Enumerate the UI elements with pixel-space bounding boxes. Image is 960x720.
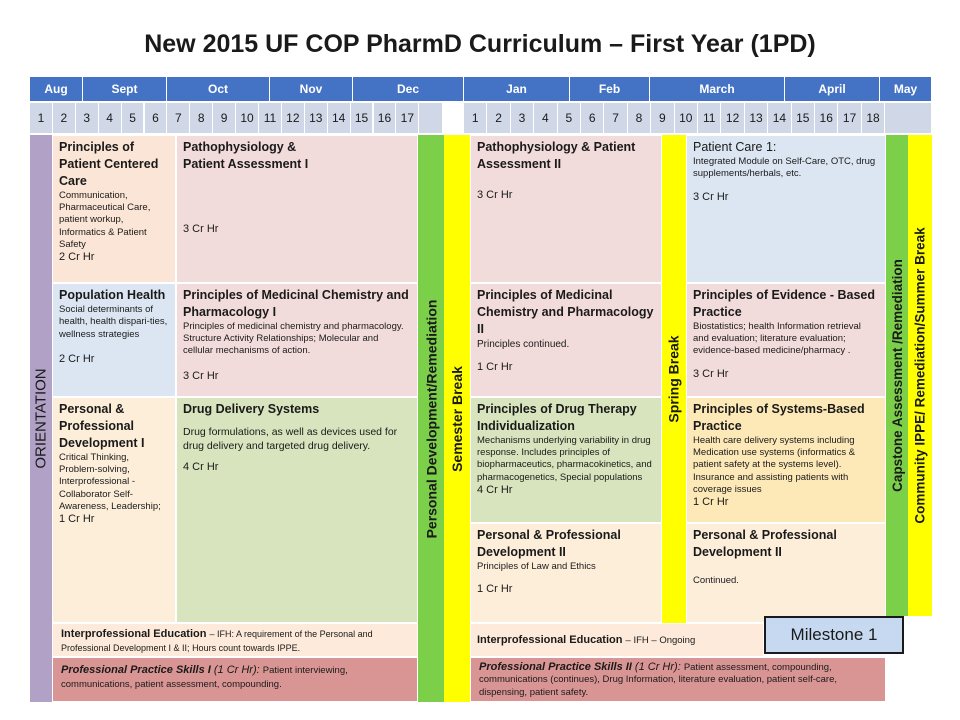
month-april: April	[785, 77, 880, 101]
week-number: 8	[628, 103, 651, 133]
ipe-spring	[470, 623, 764, 657]
ipe-fall	[52, 623, 418, 657]
week-number: 1	[464, 103, 487, 133]
week-number: 8	[190, 103, 213, 133]
course-desc: Social determinants of health, health dispari-ties, wellness strategies	[59, 303, 168, 340]
capstone-label: Capstone Assessment /Remediation	[889, 259, 905, 492]
week-number: 4	[534, 103, 557, 133]
course-credits: 3 Cr Hr	[693, 190, 729, 203]
course-pathophysiology-2	[470, 135, 662, 283]
week-number: 9	[651, 103, 674, 133]
week-number: 6	[145, 103, 168, 133]
month-dec: Dec	[353, 77, 464, 101]
course-desc: Communication, Pharmaceutical Care, patient workup, Informatics & Patient Safety	[59, 189, 151, 250]
course-population-health	[52, 283, 176, 397]
personal-development-remediation-bar	[418, 135, 444, 702]
course-patient-centered-care	[52, 135, 176, 283]
capstone-assessment-bar	[886, 135, 908, 616]
course-desc: Patient interviewing, communications, patient assessment, compounding.	[61, 665, 348, 690]
course-credits: 4 Cr Hr	[477, 484, 513, 497]
week-number: 6	[581, 103, 604, 133]
personal-development-label: Personal Development/Remediation	[423, 299, 439, 538]
course-practice-skills-1	[52, 657, 418, 702]
week-number: 5	[122, 103, 145, 133]
week-number: 17	[838, 103, 861, 133]
orientation-label: ORIENTATION	[32, 368, 50, 469]
community-ippe-bar	[908, 135, 932, 616]
month-aug: Aug	[30, 77, 83, 101]
course-title: Pathophysiology & Patient Assessment I	[183, 140, 309, 171]
ipe-desc: – IFH – Ongoing	[625, 635, 696, 646]
course-credits: 3 Cr Hr	[693, 367, 729, 380]
course-credits: 2 Cr Hr	[59, 251, 95, 264]
course-personal-professional-2a	[470, 523, 662, 623]
course-title: Drug Delivery Systems	[183, 402, 320, 416]
course-desc: Mechanisms underlying variability in drug response. Includes principles of biopharmaceutics, pharmacokinetics, and pharmacogenetics, Special populations	[477, 434, 652, 483]
week-gap	[419, 103, 443, 133]
week-number: 7	[167, 103, 190, 133]
week-number: 11	[259, 103, 282, 133]
month-march: March	[650, 77, 785, 101]
course-title: Personal & Professional Development II	[693, 528, 837, 559]
spring-break-bar	[662, 135, 686, 623]
course-title: Principles of Evidence - Based Practice	[693, 288, 876, 319]
orientation-column	[30, 135, 52, 702]
course-credits: 3 Cr Hr	[183, 369, 219, 382]
week-number: 16	[374, 103, 397, 133]
course-title: Principles of Medicinal Chemistry and Pharmacology I	[183, 288, 409, 319]
week-number: 16	[815, 103, 838, 133]
week-number: 1	[30, 103, 53, 133]
course-medicinal-chemistry-1	[176, 283, 418, 397]
week-number: 18	[862, 103, 885, 133]
course-desc: Principles of Law and Ethics	[477, 560, 596, 572]
week-number: 15	[792, 103, 815, 133]
ipe-desc: – IFH: A requirement of the Personal and Professional Development I & II; Hours count towards IPPE.	[61, 629, 373, 653]
course-credits: 4 Cr Hr	[183, 461, 219, 474]
week-number: 15	[351, 103, 374, 133]
course-title: Population Health	[59, 288, 166, 302]
course-drug-therapy-individualization	[470, 397, 662, 523]
month-jan: Jan	[464, 77, 570, 101]
week-number: 13	[745, 103, 768, 133]
course-credits: 3 Cr Hr	[183, 222, 219, 235]
semester-break-bar	[444, 135, 470, 702]
course-desc: Principles of medicinal chemistry and pharmacology. Structure Activity Relationships; Molecular and cellular mechanisms of action.	[183, 320, 404, 357]
course-systems-based-practice	[686, 397, 886, 523]
course-desc: Principles continued.	[477, 338, 570, 350]
week-number: 3	[511, 103, 534, 133]
course-desc: Drug formulations, as well as devices used for drug delivery and targeted drug delivery.	[183, 425, 398, 452]
week-number: 14	[328, 103, 351, 133]
ipe-title: Interprofessional Education	[61, 628, 207, 640]
milestone-badge	[764, 616, 904, 654]
course-credits: 3 Cr Hr	[477, 188, 513, 201]
course-title: Personal & Professional Development II	[477, 528, 621, 559]
course-drug-delivery-systems	[176, 397, 418, 623]
course-credits: 1 Cr Hr	[477, 583, 513, 596]
course-patient-care-1	[686, 135, 886, 283]
course-credits: (1 Cr Hr):	[634, 661, 681, 673]
week-number: 11	[698, 103, 721, 133]
month-nov: Nov	[270, 77, 353, 101]
month-may: May	[880, 77, 932, 101]
course-title: Principles of Systems-Based Practice	[693, 402, 865, 433]
course-title: Personal & Professional Development I	[59, 402, 145, 450]
course-desc: Patient assessment, compounding, communications (continues), Drug Information, literature evaluation, patient self-care, dispensing, patient safety.	[479, 662, 838, 698]
milestone-label: Milestone 1	[790, 625, 878, 644]
course-title: Principles of Patient Centered Care	[59, 140, 159, 188]
spring-break-label: Spring Break	[666, 335, 683, 423]
week-number: 10	[675, 103, 698, 133]
course-credits: 1 Cr Hr	[477, 360, 513, 373]
semester-break-label: Semester Break	[449, 365, 466, 472]
page-title: New 2015 UF COP PharmD Curriculum – First Year (1PD)	[144, 30, 816, 58]
week-number: 13	[305, 103, 328, 133]
course-personal-professional-2b	[686, 523, 886, 623]
course-personal-professional-1	[52, 397, 176, 623]
course-desc: Continued.	[693, 574, 739, 586]
week-number: 5	[558, 103, 581, 133]
course-pathophysiology-1	[176, 135, 418, 283]
course-desc: Biostatistics; health Information retrieval and evaluation; literature evaluation; evidence-based medicine/pharmacy .	[693, 320, 861, 357]
week-number: 17	[396, 103, 419, 133]
course-medicinal-chemistry-2	[470, 283, 662, 397]
course-credits: 2 Cr Hr	[59, 352, 95, 365]
week-number: 14	[768, 103, 791, 133]
course-credits: 1 Cr Hr	[693, 496, 729, 509]
course-title: Professional Practice Skills II	[479, 661, 632, 673]
week-gap	[885, 103, 932, 133]
course-desc: Integrated Module on Self-Care, OTC, drug supplements/herbals, etc.	[693, 155, 876, 180]
course-credits: (1 Cr Hr):	[213, 664, 260, 676]
week-number: 10	[236, 103, 259, 133]
course-title: Professional Practice Skills I	[61, 664, 211, 676]
course-desc: Critical Thinking, Problem-solving, Interprofessional - Collaborator Self-Awareness, Leadership;	[59, 451, 161, 512]
ipe-title: Interprofessional Education	[477, 634, 623, 646]
course-desc: Health care delivery systems including Medication use systems (informatics & patient safety at the systems level). Insurance and assisting patients with coverage issues	[693, 434, 856, 496]
course-title: Principles of Drug Therapy Individualization	[477, 402, 637, 433]
course-credits: 1 Cr Hr	[59, 513, 95, 526]
week-number: 2	[487, 103, 510, 133]
week-number: 3	[76, 103, 99, 133]
week-number: 4	[99, 103, 122, 133]
week-number: 9	[213, 103, 236, 133]
month-sept: Sept	[83, 77, 167, 101]
week-number: 7	[604, 103, 627, 133]
month-oct: Oct	[167, 77, 270, 101]
course-title: Patient Care 1:	[693, 140, 777, 154]
community-label: Community IPPE/ Remediation/Summer Break	[912, 227, 928, 524]
course-title: Principles of Medicinal Chemistry and Pharmacology II	[477, 288, 654, 336]
course-practice-skills-2	[470, 657, 886, 702]
week-number: 2	[53, 103, 76, 133]
week-number: 12	[282, 103, 305, 133]
course-evidence-based-practice	[686, 283, 886, 397]
month-feb: Feb	[570, 77, 650, 101]
week-number: 12	[721, 103, 744, 133]
course-title: Pathophysiology & Patient Assessment II	[477, 140, 636, 171]
